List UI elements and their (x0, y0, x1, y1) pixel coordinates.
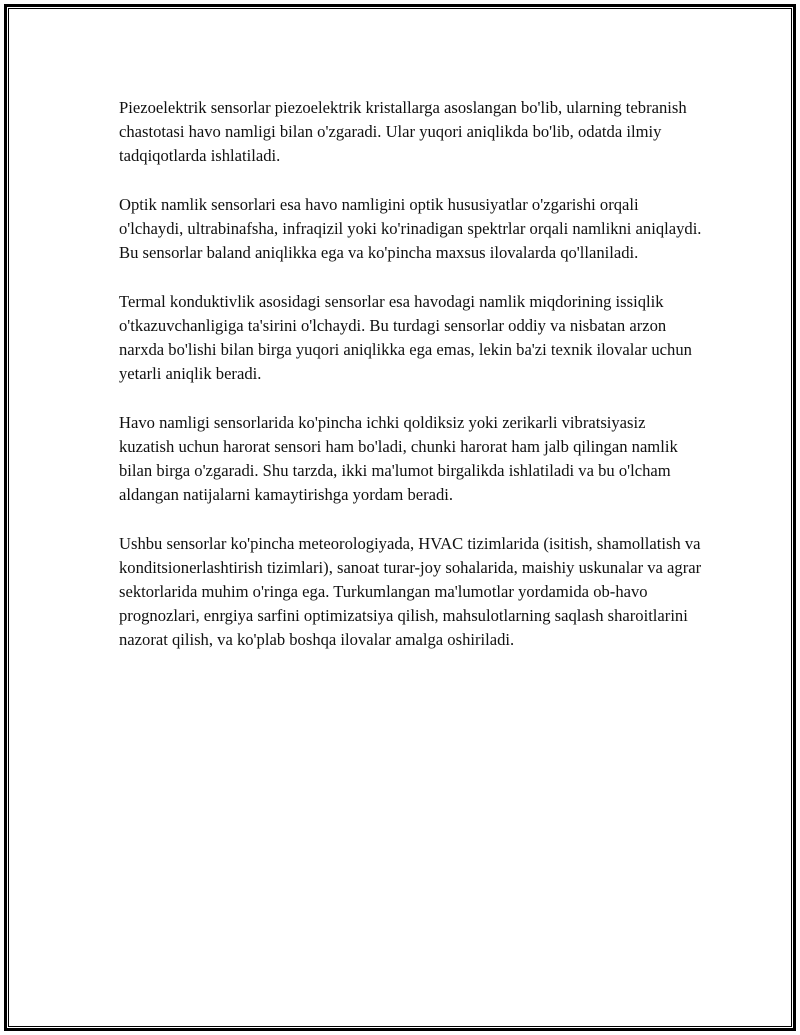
paragraph: Ushbu sensorlar ko'pincha meteorologiyada, HVAC tizimlarida (isitish, shamollatish va konditsionerlashtirish tizimlari), sanoat turar-joy sohalarida, maishiy uskunalar va agrar sektorlarida muhim o'ringa ega. Turkumlangan ma'lumotlar yordamida ob-havo prognozlari, enrgiya sarfini optimizatsiya qilish, mahsulotlarning saqlash sharoitlarini nazorat qilish, va ko'plab boshqa ilovalar amalga oshiriladi. (119, 533, 702, 650)
paragraph: Termal konduktivlik asosidagi sensorlar esa havodagi namlik miqdorining issiqlik o'tkazuvchanligiga ta'sirini o'lchaydi. Bu turdagi sensorlar oddiy va nisbatan arzon narxda bo'lishi bilan birga yuqori aniqlikka ega emas, lekin ba'zi texnik ilovalar uchun yetarli aniqlik beradi. (119, 291, 692, 384)
paragraph: Havo namligi sensorlarida ko'pincha ichki qoldiksiz yoki zerikarli vibratsiyasiz kuzatish uchun harorat sensori ham bo'ladi, chunki harorat ham jalb qilingan namlik bilan birga o'zgaradi. Shu tarzda, ikki ma'lumot birgalikda ishlatiladi va bu o'lcham aldangan natijalarni kamaytirishga yordam beradi. (119, 412, 678, 505)
page-border (4, 4, 796, 1031)
document-body (119, 96, 704, 677)
paragraph: Piezoelektrik sensorlar piezoelektrik kristallarga asoslangan bo'lib, ularning tebranish chastotasi havo namligi bilan o'zgaradi. Ular yuqori aniqlikda bo'lib, odatda ilmiy tadqiqotlarda ishlatiladi. (119, 98, 687, 166)
paragraph: Optik namlik sensorlari esa havo namligini optik hususiyatlar o'zgarishi orqali o'lchaydi, ultrabinafsha, infraqizil yoki ko'rinadigan spektrlar orqali namlikni aniqlaydi. Bu sensorlar baland aniqlikka ega va ko'pincha maxsus ilovalarda qo'llaniladi. (119, 194, 702, 263)
